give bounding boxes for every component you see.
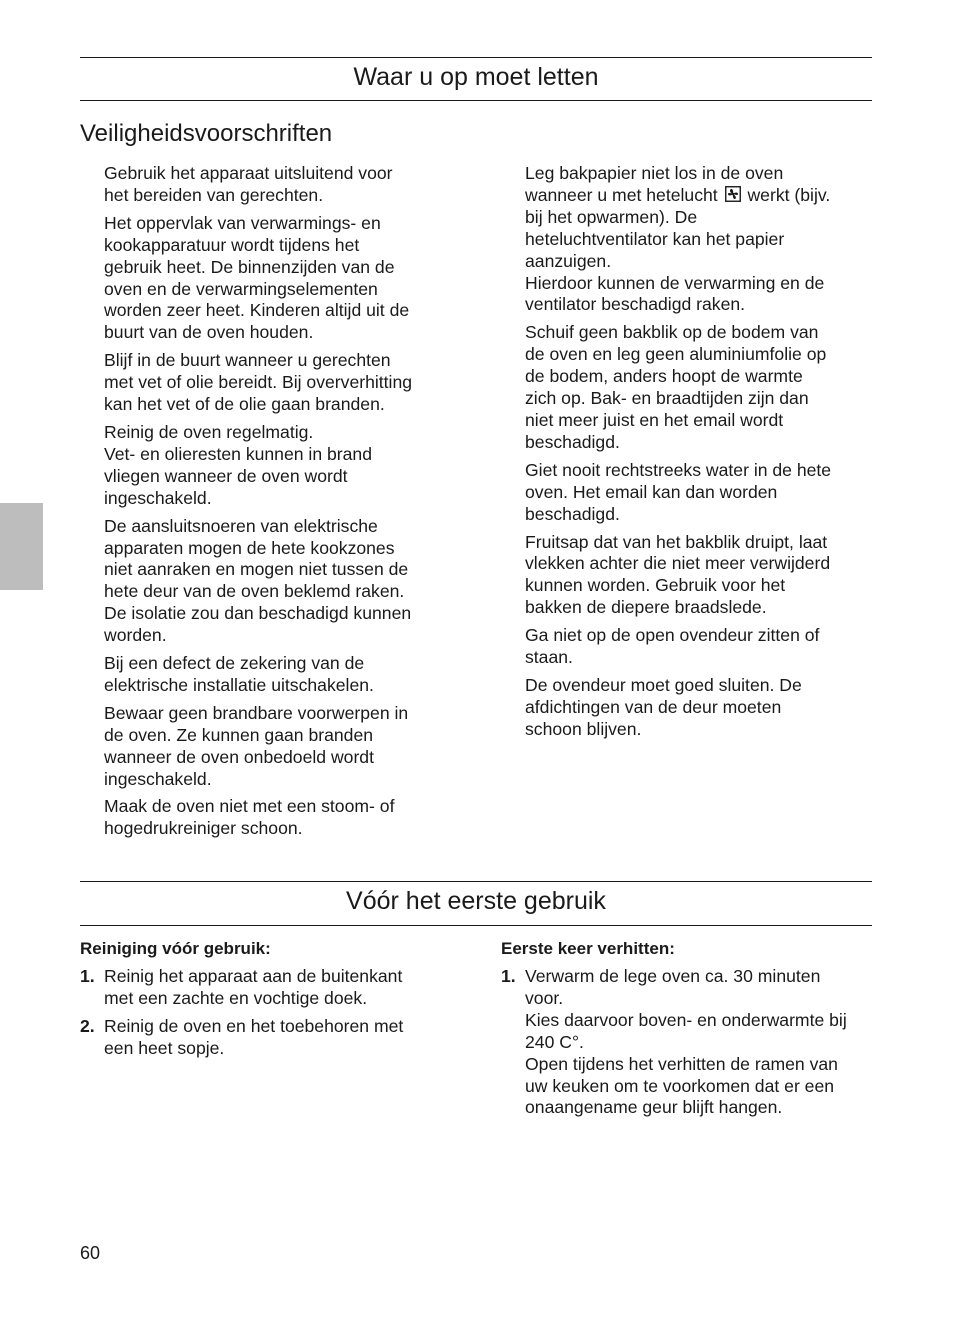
text-segment: wanneer u met hetelucht bbox=[525, 184, 718, 205]
text-line: buurt van de oven houden. bbox=[104, 322, 314, 343]
safety-paragraph bbox=[104, 796, 450, 840]
text-line: De aansluitsnoeren van elektrische bbox=[104, 515, 378, 536]
text-line: oven. Het email kan dan worden bbox=[525, 481, 778, 502]
step-number: 1. bbox=[501, 966, 516, 986]
text-line: De ovendeur moet goed sluiten. De bbox=[525, 674, 802, 695]
hot-air-fan-icon bbox=[725, 186, 741, 202]
text-line: 240 C°. bbox=[525, 1031, 584, 1052]
text-line: zich op. Bak- en braadtijden zijn dan bbox=[525, 388, 809, 409]
text-line: Reinig de oven regelmatig. bbox=[104, 421, 314, 442]
first-use-rule-top bbox=[80, 881, 872, 882]
text-line: bij het opwarmen). De bbox=[525, 206, 698, 227]
safety-paragraph bbox=[525, 460, 871, 526]
text-line: onaangename geur blijft hangen. bbox=[525, 1097, 783, 1118]
text-line: met een zachte en vochtige doek. bbox=[104, 987, 368, 1008]
text-line: uw keuken om te voorkomen dat er een bbox=[525, 1075, 835, 1096]
text-line: de oven en leg geen aluminiumfolie op bbox=[525, 344, 827, 365]
text-line: Bij een defect de zekering van de bbox=[104, 653, 365, 674]
text-line: niet aanraken en mogen niet tussen de bbox=[104, 559, 409, 580]
text-line: aanzuigen. bbox=[525, 250, 612, 271]
text-line: wanneer de oven onbedoeld wordt bbox=[104, 746, 374, 767]
text-line: worden. bbox=[104, 625, 167, 646]
text-line: vliegen wanneer de oven wordt bbox=[104, 465, 348, 486]
text-line: met vet of olie bereidt. Bij oververhitting bbox=[104, 372, 413, 393]
text-line: hogedrukreiniger schoon. bbox=[104, 818, 303, 839]
safety-heading: Veiligheidsvoorschriften bbox=[80, 120, 333, 147]
text-line: Kies daarvoor boven- en onderwarmte bij bbox=[525, 1009, 847, 1030]
text-line: Giet nooit rechtstreeks water in de hete bbox=[525, 459, 832, 480]
page-number: 60 bbox=[80, 1243, 101, 1263]
text-segment: werkt (bijv. bbox=[747, 184, 831, 205]
text-line: Reinig de oven en het toebehoren met bbox=[104, 1015, 404, 1036]
header-rule-top bbox=[80, 57, 872, 58]
cleaning-heading: Reiniging vóór gebruik: bbox=[80, 939, 271, 958]
text-line: Vet- en olieresten kunnen in brand bbox=[104, 443, 373, 464]
text-line: kookapparatuur wordt tijdens het bbox=[104, 234, 360, 255]
safety-paragraph bbox=[104, 516, 450, 647]
safety-paragraph bbox=[525, 675, 871, 741]
text-line: worden zeer heet. Kinderen altijd uit de bbox=[104, 300, 410, 321]
safety-paragraph bbox=[525, 532, 871, 620]
step-number: 2. bbox=[80, 1015, 95, 1036]
text-line: Leg bakpapier niet los in de oven bbox=[525, 163, 784, 183]
text-line: staan. bbox=[525, 647, 573, 668]
text-line: vlekken achter die niet meer verwijderd bbox=[525, 553, 831, 574]
heating-heading: Eerste keer verhitten: bbox=[501, 939, 675, 958]
text-line: oven en de verwarmingselementen bbox=[104, 278, 378, 299]
text-line: heteluchtventilator kan het papier bbox=[525, 228, 785, 249]
text-line: Hierdoor kunnen de verwarming en de bbox=[525, 272, 825, 293]
text-line: Het oppervlak van verwarmings- en bbox=[104, 212, 381, 233]
heating-steps-list bbox=[501, 966, 873, 1125]
text-line: kunnen worden. Gebruik voor het bbox=[525, 575, 786, 596]
text-line: Ga niet op de open ovendeur zitten of bbox=[525, 625, 820, 646]
text-line: bakken de diepere braadslede. bbox=[525, 597, 767, 618]
safety-paragraph bbox=[104, 653, 450, 697]
text-line: apparaten mogen de hete kookzones bbox=[104, 537, 395, 558]
step-number: 1. bbox=[80, 966, 95, 986]
text-line: de bodem, anders hoopt de warmte bbox=[525, 366, 803, 387]
chapter-tab-marker bbox=[0, 503, 43, 590]
safety-paragraph bbox=[104, 213, 450, 344]
text-line: Schuif geen bakblik op de bodem van bbox=[525, 322, 819, 343]
header-rule-bottom bbox=[80, 100, 872, 101]
safety-paragraph bbox=[104, 163, 450, 207]
first-use-title: Vóór het eerste gebruik bbox=[346, 887, 606, 915]
text-line: een heet sopje. bbox=[104, 1037, 225, 1058]
text-line: Fruitsap dat van het bakblik druipt, laat bbox=[525, 531, 828, 552]
text-line: afdichtingen van de deur moeten bbox=[525, 696, 782, 717]
text-line: de oven. Ze kunnen gaan branden bbox=[104, 724, 374, 745]
text-line: hete deur van de oven beklemd raken. bbox=[104, 581, 405, 602]
page-title: Waar u op moet letten bbox=[353, 63, 599, 91]
text-line: Blijf in de buurt wanneer u gerechten bbox=[104, 350, 391, 371]
text-line: Open tijdens het verhitten de ramen van bbox=[525, 1053, 838, 1074]
text-line: Reinig het apparaat aan de buitenkant bbox=[104, 966, 403, 986]
text-line: het bereiden van gerechten. bbox=[104, 184, 324, 205]
text-line: voor. bbox=[525, 987, 564, 1008]
cleaning-steps-list bbox=[80, 966, 450, 1066]
text-line: ingeschakeld. bbox=[104, 768, 212, 789]
text-line: niet meer juist en het email wordt bbox=[525, 409, 784, 430]
safety-paragraph bbox=[525, 322, 871, 453]
text-line: beschadigd. bbox=[525, 431, 620, 452]
text-line: kan het vet of de olie gaan branden. bbox=[104, 394, 385, 415]
safety-paragraph-baking-paper bbox=[525, 163, 871, 316]
text-line: ingeschakeld. bbox=[104, 487, 212, 508]
safety-paragraph bbox=[525, 625, 871, 669]
text-line: elektrische installatie uitschakelen. bbox=[104, 674, 374, 695]
numbered-step bbox=[80, 1016, 450, 1060]
safety-paragraph bbox=[104, 350, 450, 416]
numbered-step bbox=[501, 966, 873, 1119]
text-line bbox=[525, 185, 871, 207]
text-line: schoon blijven. bbox=[525, 718, 642, 739]
first-use-rule-bottom bbox=[80, 925, 872, 926]
text-line: gebruik heet. De binnenzijden van de bbox=[104, 256, 395, 277]
text-line: Verwarm de lege oven ca. 30 minuten bbox=[525, 966, 821, 986]
text-line: Bewaar geen brandbare voorwerpen in bbox=[104, 702, 409, 723]
safety-paragraph bbox=[104, 422, 450, 510]
text-line: ventilator beschadigd raken. bbox=[525, 294, 746, 315]
text-line: Maak de oven niet met een stoom- of bbox=[104, 796, 395, 817]
text-line: beschadigd. bbox=[525, 503, 620, 524]
text-line: Gebruik het apparaat uitsluitend voor bbox=[104, 163, 393, 183]
text-line: De isolatie zou dan beschadigd kunnen bbox=[104, 603, 412, 624]
numbered-step bbox=[80, 966, 450, 1010]
safety-paragraph bbox=[104, 703, 450, 791]
safety-right-column bbox=[525, 163, 871, 747]
safety-left-column bbox=[104, 163, 450, 846]
